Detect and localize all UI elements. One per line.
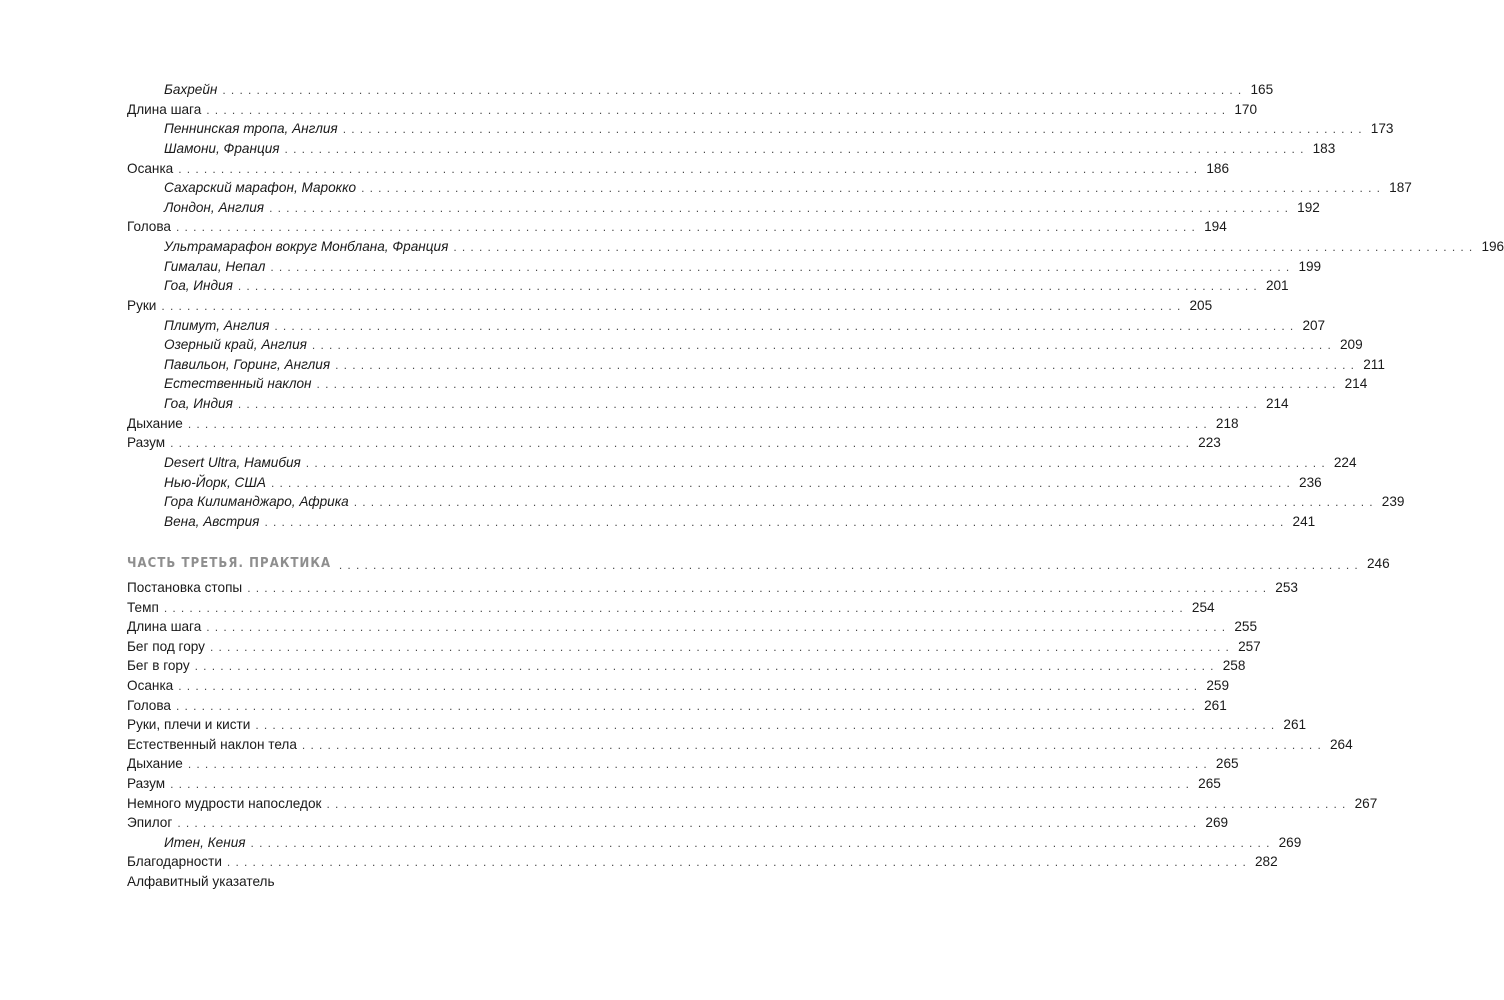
toc-entry: [127, 754, 1239, 773]
toc-entry: [127, 414, 1239, 433]
toc-subentry: [164, 374, 1368, 393]
toc-subentry: [164, 355, 1385, 374]
toc-entry: [127, 696, 1227, 715]
dot-leader: ........................................................................................................................: [301, 737, 1326, 752]
dot-leader: ........................................................................................................................: [453, 240, 1478, 255]
toc-subentry: [164, 119, 1394, 138]
dot-leader: ........................................................................................................................: [237, 279, 1262, 294]
entry-page-number: 265: [1215, 756, 1239, 772]
toc-subentry: [164, 257, 1322, 276]
toc-subentry: [164, 237, 1504, 256]
part-three-title: ЧАСТЬ ТРЕТЬЯ. ПРАКТИКА: [127, 556, 332, 571]
entry-label: Бег в гору: [127, 658, 190, 674]
entry-label: Осанка: [127, 678, 174, 693]
entry-page-number: 258: [1222, 658, 1246, 674]
entry-page-number: 173: [1370, 121, 1394, 137]
entry-label: Дыхание: [127, 415, 183, 431]
dot-leader: ........................................................................................................................: [338, 558, 1363, 572]
entry-label: Гоа, Индия: [164, 278, 233, 294]
entry-page-number: 207: [1302, 317, 1326, 333]
toc-entry: [127, 159, 1230, 178]
toc-subentry: [164, 316, 1326, 335]
dot-leader: ........................................................................................................................: [250, 835, 1275, 850]
dot-leader: ........................................................................................................................: [170, 777, 1195, 791]
entry-page-number: 264: [1330, 736, 1353, 752]
toc-entry: [127, 852, 1278, 871]
dot-leader: ........................................................................................................................: [335, 357, 1360, 372]
toc-subentry: [164, 394, 1289, 413]
entry-page-number: 165: [1250, 82, 1274, 97]
entry-page-number: 183: [1312, 140, 1336, 156]
dot-leader: ........................................................................................................................: [187, 757, 1212, 772]
toc-entry: [127, 794, 1378, 813]
dot-leader: ........................................................................................................................: [353, 495, 1378, 510]
toc-entry: [127, 433, 1221, 452]
entry-label: Итен, Кения: [164, 834, 246, 850]
dot-leader: ........................................................................................................................: [163, 600, 1188, 615]
dot-leader: ........................................................................................................................: [270, 475, 1296, 490]
entry-page-number: 265: [1198, 776, 1221, 791]
entry-page-number: 259: [1206, 678, 1230, 693]
entry-label: Desert Ultra, Намибия: [164, 454, 301, 470]
entry-page-number: 205: [1189, 297, 1213, 313]
toc-entry: [127, 296, 1213, 315]
dot-leader: ........................................................................................................................: [274, 318, 1299, 333]
entry-page-number: 192: [1297, 199, 1320, 215]
entry-label: Разум: [127, 776, 166, 791]
entry-label: Осанка: [127, 160, 174, 176]
entry-page-number: 214: [1344, 376, 1368, 392]
entry-page-number: 253: [1275, 580, 1298, 595]
dot-leader: ........................................................................................................................: [209, 639, 1235, 654]
dot-leader: ........................................................................................................................: [237, 397, 1262, 412]
part-three-page: 246: [1366, 556, 1390, 571]
dot-leader: ........................................................................................................................: [178, 679, 1203, 693]
dot-leader: ........................................................................................................................: [316, 377, 1341, 392]
entry-page-number: 211: [1363, 356, 1385, 372]
entry-label: Темп: [127, 599, 159, 615]
entry-page-number: 196: [1481, 239, 1504, 255]
entry-page-number: 254: [1191, 599, 1215, 615]
dot-leader: ........................................................................................................................: [170, 436, 1195, 451]
entry-page-number: 218: [1215, 415, 1239, 431]
entry-label: Длина шага: [127, 101, 202, 117]
dot-leader: ........................................................................................................................: [176, 220, 1201, 235]
dot-leader: ........................................................................................................................: [264, 514, 1289, 529]
entry-page-number: 267: [1354, 795, 1378, 811]
toc-entry: [127, 637, 1261, 656]
entry-page-number: 241: [1292, 513, 1316, 529]
dot-leader: ........................................................................................................................: [161, 298, 1186, 313]
entry-page-number: 209: [1340, 337, 1363, 353]
toc-subentry: [164, 833, 1302, 852]
entry-page-number: 214: [1265, 396, 1289, 412]
entry-label: Гора Килиманджаро, Африка: [164, 494, 349, 510]
entry-page-number: 261: [1204, 697, 1227, 713]
toc-entry: [127, 715, 1307, 734]
dot-leader: ........................................................................................................................: [176, 698, 1201, 713]
entry-label: Озерный край, Англия: [164, 337, 307, 353]
entry-label: Павильон, Горинг, Англия: [164, 356, 331, 372]
entry-label: Естественный наклон: [164, 376, 312, 392]
entry-label: Нью-Йорк, США: [164, 474, 266, 490]
entry-page-number: 269: [1278, 834, 1302, 850]
toc-subentry: [164, 80, 1274, 99]
dot-leader: ........................................................................................................................: [342, 122, 1367, 137]
entry-label: Руки, плечи и кисти: [127, 717, 251, 733]
entry-page-number: 186: [1206, 160, 1230, 176]
entry-label: Вена, Австрия: [164, 513, 260, 529]
entry-label: Пеннинская тропа, Англия: [164, 121, 338, 137]
entry-label: Постановка стопы: [127, 580, 243, 595]
entry-label: Лондон, Англия: [164, 199, 265, 215]
toc-subentry: [164, 473, 1322, 492]
dot-leader: ........................................................................................................................: [206, 102, 1231, 117]
entry-label: Алфавитный указатель: [127, 874, 275, 889]
toc-subentry: [164, 453, 1357, 472]
dot-leader: ........................................................................................................................: [178, 161, 1203, 176]
dot-leader: ........................................................................................................................: [326, 796, 1351, 811]
entry-label: Немного мудрости напоследок: [127, 795, 322, 811]
toc-entry: [127, 676, 1230, 695]
entry-label: Ультрамарафон вокруг Монблана, Франция: [164, 239, 449, 255]
entry-label: Сахарский марафон, Марокко: [164, 180, 357, 196]
entry-label: Голова: [127, 697, 171, 713]
entry-page-number: 224: [1333, 454, 1357, 470]
entry-label: Эпилог: [127, 815, 173, 831]
toc-entry: [127, 617, 1258, 636]
dot-leader: ........................................................................................................................: [206, 620, 1231, 635]
entry-label: Длина шага: [127, 619, 202, 635]
entry-page-number: 223: [1198, 435, 1221, 451]
entry-label: Шамони, Франция: [164, 140, 280, 156]
toc-entry: [127, 217, 1227, 236]
toc-subentry: [164, 492, 1405, 511]
entry-page-number: 282: [1255, 854, 1278, 870]
dot-leader: ........................................................................................................................: [194, 659, 1219, 674]
toc-entry: [127, 735, 1353, 754]
entry-page-number: 236: [1299, 474, 1322, 490]
entry-label: Благодарности: [127, 854, 222, 870]
entry-page-number: 257: [1238, 638, 1261, 654]
dot-leader: ........................................................................................................................: [222, 83, 1247, 97]
toc-subentry: [164, 178, 1412, 197]
entry-label: Руки: [127, 297, 157, 313]
dot-leader: ........................................................................................................................: [270, 259, 1295, 274]
dot-leader: ........................................................................................................................: [187, 416, 1212, 431]
toc-entry: [127, 774, 1221, 793]
toc-entry: [127, 656, 1246, 675]
toc-subentry: [164, 335, 1363, 354]
entry-page-number: 239: [1381, 494, 1405, 510]
entry-label: Естественный наклон тела: [127, 736, 297, 752]
dot-leader: ........................................................................................................................: [269, 200, 1294, 215]
entry-page-number: 199: [1298, 258, 1322, 274]
toc-entry: [127, 578, 1298, 597]
entry-label: Гималаи, Непал: [164, 258, 266, 274]
toc-subentry: [164, 276, 1289, 295]
entry-page-number: 194: [1204, 219, 1227, 235]
entry-label: Гоа, Индия: [164, 396, 233, 412]
dot-leader: ........................................................................................................................: [255, 718, 1280, 733]
entry-page-number: 170: [1234, 101, 1258, 117]
entry-label: Бахрейн: [164, 82, 218, 97]
entry-page-number: 255: [1234, 619, 1258, 635]
dot-leader: ........................................................................................................................: [305, 455, 1330, 470]
dot-leader: ........................................................................................................................: [247, 581, 1272, 595]
dot-leader: ........................................................................................................................: [284, 141, 1309, 156]
entry-page-number: 187: [1389, 180, 1412, 196]
toc-entry: [127, 872, 600, 891]
entry-label: Дыхание: [127, 756, 183, 772]
entry-page-number: 261: [1283, 717, 1307, 733]
toc-entry: [127, 813, 1229, 832]
entry-label: Голова: [127, 219, 171, 235]
entry-page-number: 269: [1205, 815, 1229, 831]
dot-leader: ........................................................................................................................: [177, 816, 1202, 831]
toc-subentry: [164, 198, 1320, 217]
entry-page-number: 201: [1265, 278, 1289, 294]
dot-leader: ........................................................................................................................: [361, 181, 1386, 196]
dot-leader: ........................................................................................................................: [311, 338, 1336, 353]
dot-leader: ........................................................................................................................: [226, 855, 1251, 870]
toc-subentry: [164, 512, 1316, 531]
toc-entry: [127, 100, 1258, 119]
part-three-heading: [127, 553, 1390, 575]
entry-label: Разум: [127, 435, 166, 451]
entry-label: Плимут, Англия: [164, 317, 270, 333]
entry-label: Бег под гору: [127, 638, 205, 654]
toc-entry: [127, 598, 1215, 617]
toc-subentry: [164, 139, 1336, 158]
